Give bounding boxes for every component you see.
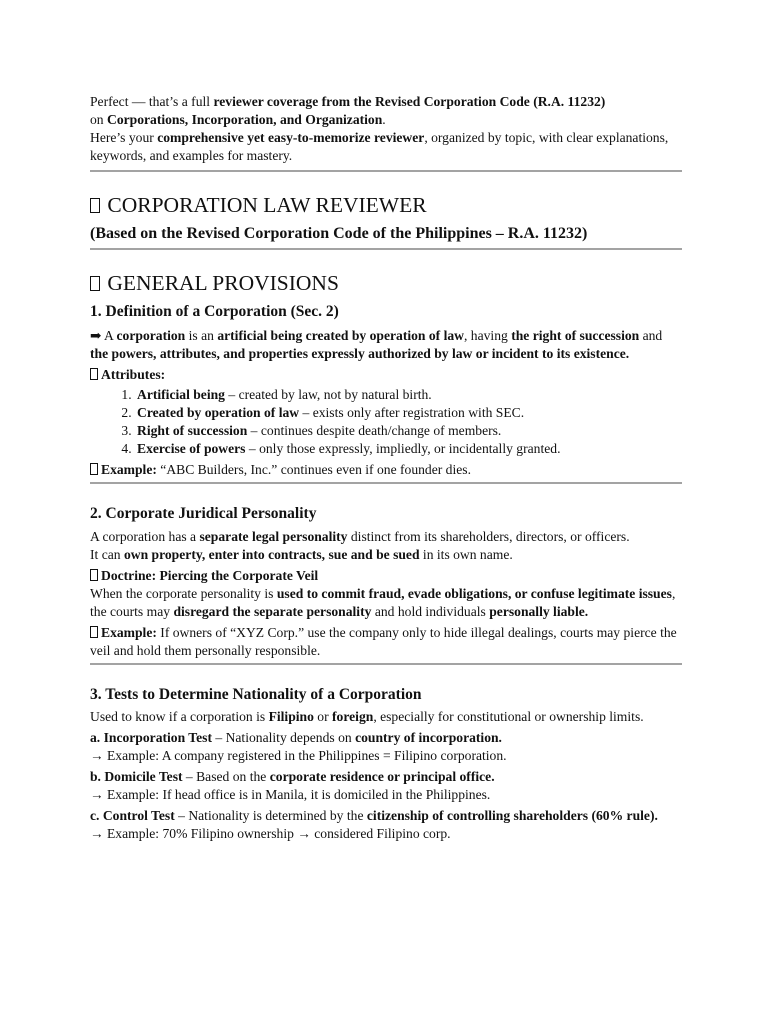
intro-bold: reviewer coverage from the Revised Corporation Code (R.A. 11232): [213, 94, 606, 109]
list-item: [135, 440, 682, 458]
divider: [90, 482, 682, 484]
test-incorporation: [90, 729, 682, 765]
term: Exercise of powers: [137, 441, 246, 456]
doctrine-label: [90, 567, 682, 585]
subsection-heading-personality: 2. Corporate Juridical Personality: [90, 505, 317, 522]
text-run: , the courts may: [90, 586, 676, 619]
intro-bold: Corporations, Incorporation, and Organization: [107, 112, 383, 127]
text-run: When the corporate personality is: [90, 586, 277, 601]
intro-text: on: [90, 112, 107, 127]
intro-bold: comprehensive yet easy-to-memorize reviewer: [157, 130, 425, 145]
example-label: Example:: [101, 462, 157, 477]
missing-glyph-icon: [90, 198, 100, 213]
test-domicile: [90, 768, 682, 804]
text-run: Filipino: [268, 709, 314, 724]
text-run: foreign: [332, 709, 374, 724]
definition-paragraph: [90, 327, 682, 363]
personality-paragraph: [90, 528, 682, 564]
section-heading-text: GENERAL PROVISIONS: [107, 271, 339, 295]
text-run: , especially for constitutional or ownership limits.: [373, 709, 644, 724]
intro-text: Here’s your: [90, 130, 158, 145]
example-paragraph: [90, 624, 682, 660]
term: Right of succession: [137, 423, 248, 438]
term: country of incorporation.: [355, 730, 502, 745]
subsection-heading-definition: 1. Definition of a Corporation (Sec. 2): [90, 303, 339, 320]
term: Created by operation of law: [137, 405, 300, 420]
example-text: → Example: If head office is in Manila, it is domiciled in the Philippines.: [90, 787, 491, 802]
term: corporate residence or principal office.: [269, 769, 495, 784]
intro-paragraph: [90, 93, 682, 165]
label-text: Doctrine: Piercing the Corporate Veil: [101, 568, 319, 583]
term: citizenship of controlling shareholders (60% rule).: [366, 808, 658, 823]
intro-text: Perfect — that’s a full: [90, 94, 214, 109]
intro-text: , organized by topic, with clear explanations, keywords, and examples for mastery.: [90, 130, 669, 163]
text-run: artificial being created by operation of law: [217, 328, 464, 343]
divider: [90, 170, 682, 172]
missing-glyph-icon: [90, 368, 98, 380]
example-text: → Example: 70% Filipino ownership → considered Filipino corp.: [90, 826, 451, 841]
text-run: Used to know if a corporation is: [90, 709, 269, 724]
missing-glyph-icon: [90, 569, 98, 581]
text-run: separate legal personality: [199, 529, 348, 544]
list-item: [135, 404, 682, 422]
divider: [90, 248, 682, 250]
example-label: Example:: [101, 625, 157, 640]
example-text: → Example: A company registered in the Philippines = Filipino corporation.: [90, 748, 507, 763]
doctrine-paragraph: [90, 585, 682, 621]
text-run: is an: [185, 328, 218, 343]
desc: – Based on the: [182, 769, 270, 784]
section-heading-general-provisions: [90, 270, 682, 296]
text-run: disregard the separate personality: [173, 604, 372, 619]
document-content: [90, 93, 682, 843]
label-text: Attributes:: [101, 367, 166, 382]
intro-text: .: [382, 112, 386, 127]
missing-glyph-icon: [90, 463, 98, 475]
desc: – created by law, not by natural birth.: [224, 387, 432, 402]
term: Artificial being: [137, 387, 225, 402]
text-run: and: [639, 328, 663, 343]
document-title: [90, 192, 682, 218]
text-run: It can: [90, 547, 124, 562]
list-item: [135, 422, 682, 440]
arrow-right-icon: ➡: [90, 328, 102, 343]
document-subtitle: (Based on the Revised Corporation Code of the Philippines – R.A. 11232): [90, 225, 588, 242]
text-run: A: [101, 328, 117, 343]
attributes-label: [90, 366, 682, 384]
list-item: [135, 386, 682, 404]
term: a. Incorporation Test: [90, 730, 212, 745]
attributes-list: [90, 386, 682, 458]
term: b. Domicile Test: [90, 769, 183, 784]
text-run: own property, enter into contracts, sue and be sued: [123, 547, 420, 562]
term: c. Control Test: [90, 808, 175, 823]
subsection-heading-nationality: 3. Tests to Determine Nationality of a Corporation: [90, 686, 422, 703]
text-run: in its own name.: [419, 547, 513, 562]
text-run: the powers, attributes, and properties expressly authorized by law or incident to its existence.: [90, 346, 630, 361]
desc: – Nationality is determined by the: [174, 808, 367, 823]
text-run: distinct from its shareholders, directors, or officers.: [347, 529, 630, 544]
text-run: personally liable.: [489, 604, 589, 619]
text-run: and hold individuals: [371, 604, 490, 619]
example-text: If owners of “XYZ Corp.” use the company only to hide illegal dealings, courts may pierce the veil and hold them personally responsible.: [90, 625, 677, 658]
test-control: [90, 807, 682, 843]
nationality-paragraph: [90, 708, 682, 726]
desc: – only those expressly, impliedly, or incidentally granted.: [245, 441, 561, 456]
missing-glyph-icon: [90, 626, 98, 638]
text-run: A corporation has a: [90, 529, 200, 544]
example-text: “ABC Builders, Inc.” continues even if one founder dies.: [156, 462, 471, 477]
title-text: CORPORATION LAW REVIEWER: [107, 193, 427, 217]
text-run: corporation: [116, 328, 186, 343]
desc: – exists only after registration with SEC.: [299, 405, 525, 420]
desc: – continues despite death/change of members.: [247, 423, 502, 438]
example-paragraph: [90, 461, 682, 479]
divider: [90, 663, 682, 665]
text-run: the right of succession: [511, 328, 640, 343]
text-run: used to commit fraud, evade obligations, or confuse legitimate issues: [276, 586, 672, 601]
text-run: , having: [464, 328, 512, 343]
desc: – Nationality depends on: [211, 730, 356, 745]
missing-glyph-icon: [90, 276, 100, 291]
text-run: or: [313, 709, 333, 724]
